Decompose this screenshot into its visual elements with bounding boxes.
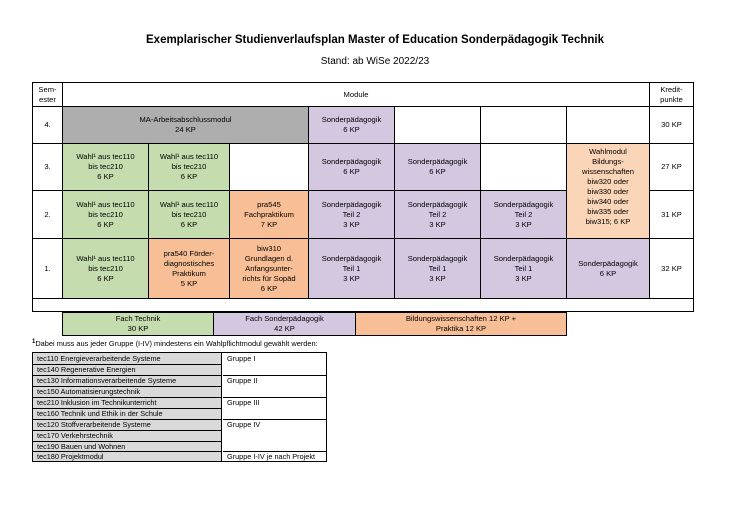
groups-table [32,352,327,462]
group-module-row: tec170 Verkehrstechnik [33,430,222,441]
module-pra545: pra545 Fachpraktikum 7 KP [229,190,309,239]
header-module: Module [62,82,650,107]
kp-semester-2: 31 KP [649,190,694,239]
group-label-4: Gruppe IV [223,419,326,430]
module-r1-sonderpaedagogik-4: Sonderpädagogik 6 KP [566,238,650,299]
module-r3-sonderpaedagogik-1: Sonderpädagogik 6 KP [308,143,395,191]
group-module-row: tec160 Technik und Ethik in der Schule [33,408,222,419]
empty-cell [566,106,650,144]
module-biw310: biw310 Grundlagen d. Anfangsunter- richts für Sopäd 6 KP [229,238,309,299]
module-r4-sonderpaedagogik: Sonderpädagogik 6 KP [308,106,395,144]
group-module-row: tec120 Stoffverarbeitende Systeme [33,419,222,430]
module-r2-wahl-2: Wahl¹ aus tec110 bis tec210 6 KP [148,190,230,239]
legend-fach-technik: Fach Technik 30 KP [62,312,214,336]
group-module-row: tec130 Informationsverarbeitende Systeme [33,375,222,386]
module-r1-wahl: Wahl¹ aus tec110 bis tec210 6 KP [62,238,149,299]
group-module-row: tec140 Regenerative Energien [33,364,222,375]
module-r1-sonderpaedagogik-teil1-3: Sonderpädagogik Teil 1 3 KP [480,238,567,299]
header-semester: Sem- ester [32,82,63,107]
semester-1: 1. [32,238,63,299]
footnote: $^1$Dabei muss aus jeder Gruppe (I-IV) mindestens ein Wahlpflichtmodul gewählt werden: [32,339,318,348]
module-r2-sonderpaedagogik-teil2-3: Sonderpädagogik Teil 2 3 KP [480,190,567,239]
module-r1-sonderpaedagogik-teil1-2: Sonderpädagogik Teil 1 3 KP [394,238,481,299]
group-label-5: Gruppe I-IV je nach Projekt [223,451,326,461]
group-module-row: tec150 Automatisierungstechnik [33,386,222,397]
spacer-row [32,298,694,312]
module-r3-sonderpaedagogik-2: Sonderpädagogik 6 KP [394,143,481,191]
page-subtitle: Stand: ab WiSe 2022/23 [320,56,430,67]
legend-bildungswissenschaften: Bildungswissenschaften 12 KP + Praktika 12 KP [355,312,567,336]
module-r3-wahl-1: Wahl¹ aus tec110 bis tec210 6 KP [62,143,149,191]
kp-semester-4: 30 KP [649,106,694,144]
semester-3: 3. [32,143,63,191]
module-r2-wahl-1: Wahl¹ aus tec110 bis tec210 6 KP [62,190,149,239]
empty-cell [480,143,567,191]
group-module-row: tec180 Projektmodul [33,451,222,461]
page-title: Exemplarischer Studienverlaufsplan Master of Education Sonderpädagogik Technik [146,34,604,46]
group-label-2: Gruppe II [223,375,326,386]
semester-4: 4. [32,106,63,144]
group-label-3: Gruppe III [223,397,326,408]
module-r2-sonderpaedagogik-teil2-2: Sonderpädagogik Teil 2 3 KP [394,190,481,239]
module-r2-sonderpaedagogik-teil2-1: Sonderpädagogik Teil 2 3 KP [308,190,395,239]
module-r1-sonderpaedagogik-teil1-1: Sonderpädagogik Teil 1 3 KP [308,238,395,299]
group-module-row: tec210 Inklusion im Technikunterricht [33,397,222,408]
header-kreditpunkte: Kredit- punkte [649,82,694,107]
kp-semester-3: 27 KP [649,143,694,191]
group-module-row: tec110 Energieverarbeitende Systeme [37,353,161,363]
kp-semester-1: 32 KP [649,238,694,299]
group-label-1: Gruppe I [227,353,256,363]
empty-cell [229,143,309,191]
semester-2: 2. [32,190,63,239]
module-pra540: pra540 Förder- diagnostisches Praktikum 5 KP [148,238,230,299]
empty-cell [394,106,481,144]
module-r3-wahl-2: Wahl¹ aus tec110 bis tec210 6 KP [148,143,230,191]
group-module-row: tec190 Bauen und Wohnen [33,441,222,451]
empty-cell [480,106,567,144]
legend-fach-sonderpaedagogik: Fach Sonderpädagogik 42 KP [213,312,356,336]
module-ma-arbeit: MA-Arbeitsabschlussmodul 24 KP [62,106,309,144]
module-wahlmodul-bildungswissenschaften: Wahlmodul Bildungs- wissenschaften biw320 oder biw330 oder biw340 oder biw335 oder biw315; 6 KP [566,143,650,239]
